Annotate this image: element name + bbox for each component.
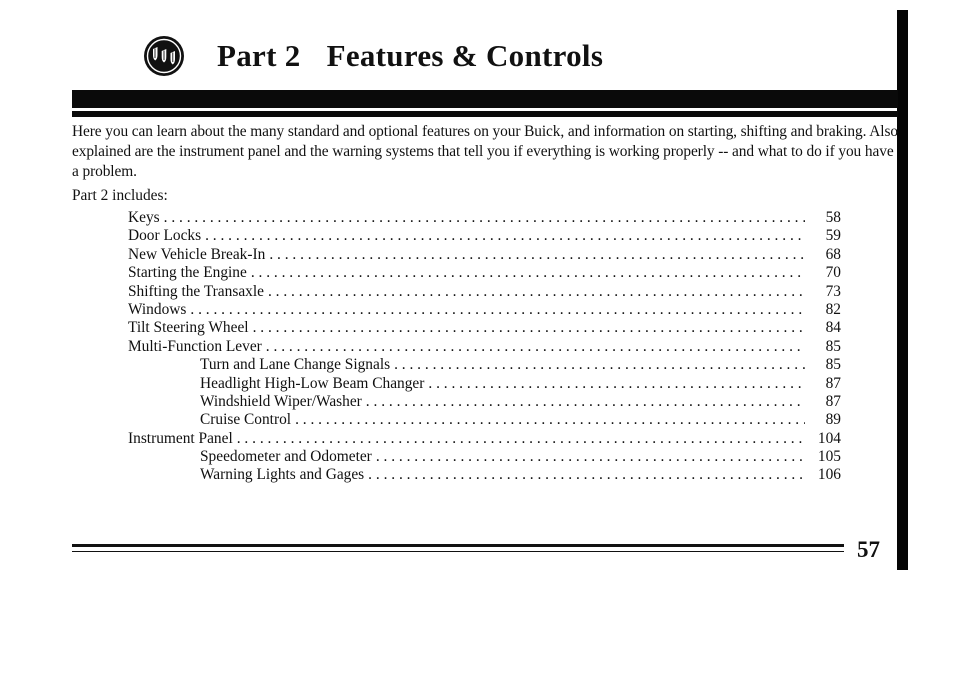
toc-leader-dots [268, 283, 805, 301]
toc-entry-title: Multi-Function Lever [128, 337, 262, 355]
toc-entry[interactable] [128, 356, 841, 374]
toc-leader-dots [368, 466, 805, 484]
toc-entry-title: Headlight High-Low Beam Changer [200, 374, 425, 392]
toc-entry-title: Speedometer and Odometer [200, 448, 372, 466]
toc-entry[interactable] [128, 209, 841, 227]
toc-entry-title: Windshield Wiper/Washer [200, 392, 362, 410]
toc-entry-page: 89 [825, 411, 841, 429]
toc-leader-dots [251, 264, 805, 282]
toc-leader-dots [269, 246, 805, 264]
toc-leader-dots [376, 448, 805, 466]
toc-entry-title: Instrument Panel [128, 429, 233, 447]
part-header [143, 28, 603, 84]
toc-entry-page: 105 [817, 448, 841, 466]
page-number: 57 [857, 537, 880, 562]
intro-paragraph: Here you can learn about the many standard and optional features on your Buick, and information on starting, shifting and braking. Also explained are the instrument panel and the warning systems that tell you if everything is working properly -- and what to do if you have a problem. [72, 123, 898, 180]
table-of-contents [128, 209, 841, 485]
toc-entry-title: Warning Lights and Gages [200, 466, 365, 484]
toc-entry-page: 85 [825, 337, 841, 355]
toc-entry-title: Tilt Steering Wheel [128, 319, 249, 337]
toc-entry-page: 58 [825, 209, 841, 226]
toc-entry-page: 68 [825, 245, 841, 263]
toc-entry[interactable] [128, 411, 841, 429]
toc-entry[interactable] [128, 338, 841, 356]
toc-entry-page: 104 [817, 429, 841, 447]
footer-rule-thin [72, 551, 844, 552]
part-number: Part 2 [217, 38, 301, 73]
toc-entry-title: Turn and Lane Change Signals [200, 356, 391, 374]
toc-entry-title: New Vehicle Break-In [128, 245, 266, 263]
toc-entry-title: Door Locks [128, 227, 202, 245]
toc-entry[interactable] [128, 430, 841, 448]
toc-entry-title: Starting the Engine [128, 264, 247, 282]
toc-entry-page: 87 [825, 392, 841, 410]
toc-entry-page: 106 [817, 466, 841, 484]
includes-label: Part 2 includes: [72, 187, 168, 204]
toc-entry-page: 70 [825, 264, 841, 282]
page-title: Features & Controls [326, 38, 604, 73]
toc-entry[interactable] [128, 319, 841, 337]
toc-entry[interactable] [128, 448, 841, 466]
toc-leader-dots [205, 227, 805, 245]
toc-entry[interactable] [128, 466, 841, 484]
header-band [72, 90, 898, 108]
toc-entry-title: Keys [128, 209, 160, 226]
toc-entry-page: 82 [825, 300, 841, 318]
toc-leader-dots [266, 338, 805, 356]
toc-leader-dots [190, 301, 805, 319]
toc-leader-dots [394, 356, 805, 374]
toc-entry[interactable] [128, 301, 841, 319]
toc-entry[interactable] [128, 227, 841, 245]
toc-entry[interactable] [128, 393, 841, 411]
footer-rule [72, 544, 844, 547]
toc-leader-dots [295, 411, 805, 429]
toc-entry-page: 84 [825, 319, 841, 337]
toc-leader-dots [164, 209, 805, 227]
toc-leader-dots [253, 319, 805, 337]
buick-tri-shield-icon [143, 35, 185, 77]
toc-entry[interactable] [128, 264, 841, 282]
toc-entry-title: Cruise Control [200, 411, 292, 429]
toc-leader-dots [237, 430, 805, 448]
toc-entry[interactable] [128, 246, 841, 264]
toc-entry-title: Shifting the Transaxle [128, 282, 264, 300]
toc-entry-page: 87 [825, 374, 841, 392]
toc-entry-title: Windows [128, 300, 187, 318]
header-band-thin [72, 111, 898, 117]
toc-entry-page: 73 [825, 282, 841, 300]
toc-entry[interactable] [128, 375, 841, 393]
toc-leader-dots [366, 393, 805, 411]
toc-entry[interactable] [128, 283, 841, 301]
toc-leader-dots [428, 375, 805, 393]
toc-entry-page: 59 [825, 227, 841, 245]
page-edge-bar [897, 10, 908, 570]
toc-entry-page: 85 [825, 356, 841, 374]
